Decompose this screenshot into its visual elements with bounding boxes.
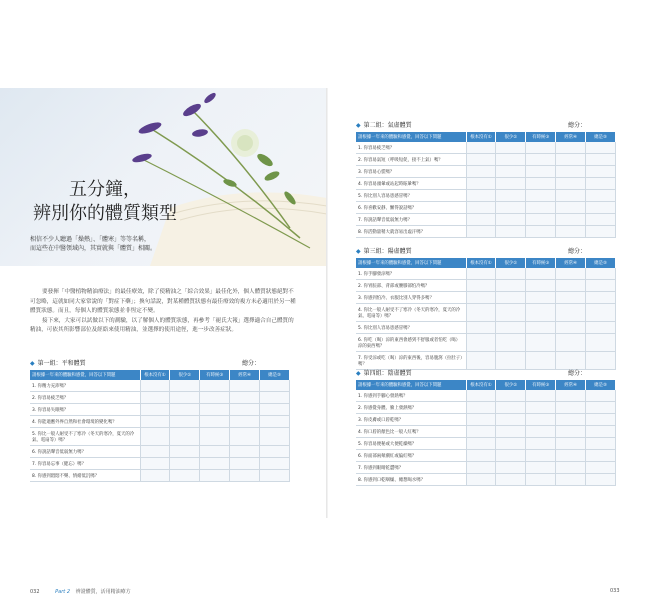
hero-title — [30, 178, 180, 226]
answer-cell[interactable] — [200, 404, 230, 416]
answer-cell[interactable] — [556, 226, 586, 238]
answer-cell[interactable] — [526, 268, 556, 280]
answer-cell[interactable] — [526, 154, 556, 166]
table-row — [30, 428, 290, 446]
table-header-row — [356, 380, 616, 390]
diamond-icon: ◆ — [30, 360, 35, 367]
quiz-header — [356, 120, 616, 132]
answer-cell[interactable] — [586, 190, 616, 202]
answer-cell[interactable] — [200, 446, 230, 458]
answer-cell[interactable] — [496, 280, 526, 292]
answer-cell[interactable] — [556, 304, 586, 322]
answer-cell[interactable] — [586, 390, 616, 402]
answer-cell[interactable] — [586, 462, 616, 474]
table-row — [356, 178, 616, 190]
table-row — [356, 142, 616, 154]
table-header-row — [356, 132, 616, 142]
answer-cell[interactable] — [496, 426, 526, 438]
column-header-option: 很少② — [496, 380, 526, 390]
answer-cell[interactable] — [586, 474, 616, 486]
table-row — [356, 352, 616, 370]
answer-cell[interactable] — [466, 304, 496, 322]
answer-cell[interactable] — [466, 178, 496, 190]
answer-cell[interactable] — [526, 226, 556, 238]
table-row — [356, 304, 616, 322]
answer-cell[interactable] — [556, 438, 586, 450]
column-header-option: 總是⑤ — [586, 132, 616, 142]
table-row — [356, 334, 616, 352]
answer-cell[interactable] — [496, 178, 526, 190]
answer-cell[interactable] — [496, 292, 526, 304]
table-row — [356, 166, 616, 178]
question-cell: 5. 你容易便秘或大便乾燥嗎？ — [356, 438, 466, 450]
question-cell: 2. 你容易疲乏嗎？ — [30, 392, 140, 404]
answer-cell[interactable] — [586, 402, 616, 414]
answer-cell[interactable] — [526, 414, 556, 426]
quiz-title: 第一組：平和體質 — [37, 360, 86, 367]
answer-cell[interactable] — [556, 166, 586, 178]
question-cell: 2. 你胃脘部、背部或腰膝部怕冷嗎？ — [356, 280, 466, 292]
column-header-option: 經常④ — [556, 258, 586, 268]
table-header-row — [30, 370, 290, 380]
table-row — [356, 268, 616, 280]
answer-cell[interactable] — [496, 304, 526, 322]
page-number-right: 033 — [610, 588, 620, 594]
table-row — [356, 462, 616, 474]
column-header-option: 根本沒有① — [466, 258, 496, 268]
answer-cell[interactable] — [556, 178, 586, 190]
answer-cell[interactable] — [230, 404, 260, 416]
section-label: 辨證體質，活用精油療方 — [75, 589, 131, 595]
answer-cell[interactable] — [496, 352, 526, 370]
quiz-title: 第四組：陰虛體質 — [363, 370, 412, 377]
answer-cell[interactable] — [466, 190, 496, 202]
table-row — [356, 474, 616, 486]
answer-cell[interactable] — [556, 474, 586, 486]
answer-cell[interactable] — [466, 142, 496, 154]
hero-photo — [0, 88, 327, 266]
question-cell: 4. 你能適應外界自然和社會環境的變化嗎？ — [30, 416, 140, 428]
answer-cell[interactable] — [170, 470, 200, 482]
answer-cell[interactable] — [260, 458, 290, 470]
column-header-option: 總是⑤ — [260, 370, 290, 380]
answer-cell[interactable] — [526, 352, 556, 370]
hero-title-line1: 五分鐘， — [69, 179, 141, 200]
answer-cell[interactable] — [556, 154, 586, 166]
question-cell: 3. 你感到怕冷、衣服比別人穿得多嗎？ — [356, 292, 466, 304]
question-cell: 3. 你容易失眠嗎？ — [30, 404, 140, 416]
answer-cell[interactable] — [230, 416, 260, 428]
answer-cell[interactable] — [586, 178, 616, 190]
answer-cell[interactable] — [526, 280, 556, 292]
answer-cell[interactable] — [140, 392, 170, 404]
right-page — [328, 88, 655, 594]
quiz-table — [356, 258, 616, 370]
question-cell: 4. 你口唇的顏色比一般人紅嗎？ — [356, 426, 466, 438]
answer-cell[interactable] — [140, 458, 170, 470]
question-cell: 2. 你感覺身體、臉上發熱嗎？ — [356, 402, 466, 414]
column-header-option: 有時候③ — [200, 370, 230, 380]
question-cell: 8. 你感到悶悶不樂、情緒低沉嗎？ — [30, 470, 140, 482]
question-cell: 4. 你容易頭暈或站起時眩暈嗎？ — [356, 178, 466, 190]
column-header-option: 很少② — [496, 132, 526, 142]
column-header-question: 請根據一年來的體驗和感覺，回答以下問題 — [356, 132, 466, 142]
score-label: 總分： — [567, 122, 586, 129]
answer-cell[interactable] — [556, 202, 586, 214]
answer-cell[interactable] — [526, 214, 556, 226]
answer-cell[interactable] — [230, 392, 260, 404]
answer-cell[interactable] — [466, 226, 496, 238]
answer-cell[interactable] — [556, 334, 586, 352]
answer-cell[interactable] — [260, 470, 290, 482]
answer-cell[interactable] — [496, 474, 526, 486]
answer-cell[interactable] — [466, 450, 496, 462]
column-header-option: 經常④ — [230, 370, 260, 380]
quiz-group-1 — [30, 358, 290, 482]
answer-cell[interactable] — [526, 178, 556, 190]
intro-text — [30, 288, 298, 336]
column-header-option: 根本沒有① — [466, 132, 496, 142]
answer-cell[interactable] — [496, 142, 526, 154]
table-row — [356, 390, 616, 402]
quiz-table — [356, 132, 616, 238]
quiz-table — [30, 370, 290, 482]
quiz-title: 第三組：陽虛體質 — [363, 248, 412, 255]
question-cell: 5. 你比別人容易患感冒嗎？ — [356, 322, 466, 334]
answer-cell[interactable] — [170, 446, 200, 458]
score-label: 總分： — [567, 248, 586, 255]
answer-cell[interactable] — [526, 304, 556, 322]
answer-cell[interactable] — [496, 402, 526, 414]
answer-cell[interactable] — [526, 402, 556, 414]
answer-cell[interactable] — [556, 352, 586, 370]
table-header-row — [356, 258, 616, 268]
part-label: Part 2 — [55, 589, 71, 595]
answer-cell[interactable] — [526, 190, 556, 202]
answer-cell[interactable] — [466, 292, 496, 304]
table-row — [356, 438, 616, 450]
column-header-option: 有時候③ — [526, 380, 556, 390]
answer-cell[interactable] — [200, 416, 230, 428]
table-row — [356, 450, 616, 462]
column-header-option: 經常④ — [556, 132, 586, 142]
page-number-left: 032 — [30, 589, 40, 595]
answer-cell[interactable] — [526, 334, 556, 352]
answer-cell[interactable] — [466, 462, 496, 474]
question-cell: 6. 你說話聲音低弱無力嗎？ — [30, 446, 140, 458]
table-row — [356, 202, 616, 214]
question-cell: 1. 你容易疲乏嗎？ — [356, 142, 466, 154]
answer-cell[interactable] — [586, 226, 616, 238]
hero-subtitle — [30, 235, 200, 253]
table-row — [356, 214, 616, 226]
answer-cell[interactable] — [200, 428, 230, 446]
answer-cell[interactable] — [526, 450, 556, 462]
answer-cell[interactable] — [466, 214, 496, 226]
answer-cell[interactable] — [586, 154, 616, 166]
hero-title-line2: 辨別你的體質類型 — [33, 203, 177, 224]
answer-cell[interactable] — [230, 446, 260, 458]
answer-cell[interactable] — [586, 450, 616, 462]
column-header-question: 請根據一年來的體驗和感覺，回答以下問題 — [356, 258, 466, 268]
hero-subtitle-line2: 而這些在中醫領域內，其實就與「體質」相關。 — [30, 245, 157, 252]
question-cell: 3. 你皮膚或口唇乾嗎？ — [356, 414, 466, 426]
answer-cell[interactable] — [466, 322, 496, 334]
question-cell: 6. 你面部兩頰潮紅或偏紅嗎？ — [356, 450, 466, 462]
score-label: 總分： — [567, 370, 586, 377]
quiz-header — [356, 246, 616, 258]
answer-cell[interactable] — [586, 142, 616, 154]
column-header-option: 根本沒有① — [466, 380, 496, 390]
question-cell: 6. 你喜歡安靜、懶得說話嗎？ — [356, 202, 466, 214]
table-row — [356, 414, 616, 426]
answer-cell[interactable] — [496, 450, 526, 462]
answer-cell[interactable] — [230, 458, 260, 470]
answer-cell[interactable] — [466, 438, 496, 450]
answer-cell[interactable] — [200, 458, 230, 470]
answer-cell[interactable] — [586, 426, 616, 438]
table-row — [356, 402, 616, 414]
answer-cell[interactable] — [170, 392, 200, 404]
quiz-group-2 — [356, 120, 616, 238]
question-cell: 5. 你比別人容易患感冒嗎？ — [356, 190, 466, 202]
answer-cell[interactable] — [526, 292, 556, 304]
answer-cell[interactable] — [466, 426, 496, 438]
column-header-option: 有時候③ — [526, 132, 556, 142]
answer-cell[interactable] — [586, 414, 616, 426]
answer-cell[interactable] — [556, 214, 586, 226]
question-cell: 2. 你容易氣短（呼吸短促，接不上氣）嗎？ — [356, 154, 466, 166]
question-cell: 7. 你說話聲音低弱無力嗎？ — [356, 214, 466, 226]
answer-cell[interactable] — [140, 470, 170, 482]
answer-cell[interactable] — [586, 438, 616, 450]
question-cell: 3. 你容易心慌嗎？ — [356, 166, 466, 178]
quiz-header — [30, 358, 290, 370]
answer-cell[interactable] — [586, 166, 616, 178]
answer-cell[interactable] — [496, 190, 526, 202]
table-row — [30, 416, 290, 428]
answer-cell[interactable] — [260, 416, 290, 428]
answer-cell[interactable] — [586, 268, 616, 280]
answer-cell[interactable] — [496, 166, 526, 178]
quiz-group-3 — [356, 246, 616, 370]
answer-cell[interactable] — [586, 292, 616, 304]
table-row — [356, 292, 616, 304]
diamond-icon: ◆ — [356, 248, 361, 255]
question-cell: 7. 你感到眼睛乾澀嗎？ — [356, 462, 466, 474]
question-cell: 8. 你感到口乾咽燥、總想喝水嗎？ — [356, 474, 466, 486]
footer-left — [30, 588, 131, 595]
answer-cell[interactable] — [526, 390, 556, 402]
answer-cell[interactable] — [466, 334, 496, 352]
question-cell: 7. 你容易忘事（健忘）嗎？ — [30, 458, 140, 470]
question-cell: 4. 你比一般人耐受不了寒冷（冬天的寒冷，夏天的冷氣、電扇等）嗎？ — [356, 304, 466, 322]
answer-cell[interactable] — [466, 166, 496, 178]
column-header-option: 根本沒有① — [140, 370, 170, 380]
answer-cell[interactable] — [556, 322, 586, 334]
answer-cell[interactable] — [526, 462, 556, 474]
answer-cell[interactable] — [496, 438, 526, 450]
answer-cell[interactable] — [556, 280, 586, 292]
table-row — [356, 322, 616, 334]
answer-cell[interactable] — [230, 380, 260, 392]
column-header-option: 很少② — [496, 258, 526, 268]
answer-cell[interactable] — [556, 450, 586, 462]
answer-cell[interactable] — [466, 352, 496, 370]
answer-cell[interactable] — [586, 352, 616, 370]
quiz-group-4 — [356, 368, 616, 486]
answer-cell[interactable] — [556, 390, 586, 402]
answer-cell[interactable] — [556, 190, 586, 202]
answer-cell[interactable] — [556, 402, 586, 414]
answer-cell[interactable] — [556, 292, 586, 304]
answer-cell[interactable] — [466, 390, 496, 402]
question-cell: 5. 你比一般人耐受不了寒冷（冬天的寒冷，夏天的冷氣、電扇等）嗎？ — [30, 428, 140, 446]
answer-cell[interactable] — [200, 470, 230, 482]
answer-cell[interactable] — [466, 280, 496, 292]
answer-cell[interactable] — [496, 226, 526, 238]
answer-cell[interactable] — [526, 202, 556, 214]
diamond-icon: ◆ — [356, 370, 361, 377]
column-header-option: 有時候③ — [526, 258, 556, 268]
answer-cell[interactable] — [586, 304, 616, 322]
table-row — [356, 154, 616, 166]
answer-cell[interactable] — [586, 280, 616, 292]
table-row — [356, 426, 616, 438]
intro-paragraph-1: 要發揮「中醫植物精油療法」的最佳療效，除了使精油之「綜合效果」最佳化外，個人體質狀態絕對不可忽略，這就如同大家常說的「對症下藥」；換句話說，對某種體質狀態有最佳療效的複方未必適用於另一種體質狀態。而且，每個人的體質狀態並非恆定不變。 — [30, 289, 296, 314]
answer-cell[interactable] — [170, 458, 200, 470]
diamond-icon: ◆ — [356, 122, 361, 129]
answer-cell[interactable] — [466, 474, 496, 486]
answer-cell[interactable] — [140, 428, 170, 446]
answer-cell[interactable] — [556, 142, 586, 154]
table-row — [30, 380, 290, 392]
answer-cell[interactable] — [170, 380, 200, 392]
table-row — [30, 404, 290, 416]
answer-cell[interactable] — [140, 416, 170, 428]
answer-cell[interactable] — [230, 428, 260, 446]
answer-cell[interactable] — [260, 428, 290, 446]
answer-cell[interactable] — [586, 214, 616, 226]
answer-cell[interactable] — [140, 380, 170, 392]
table-row — [356, 226, 616, 238]
hero-subtitle-line1: 相信不少人聽過「燥熱」、「體寒」等等名稱， — [30, 236, 151, 243]
answer-cell[interactable] — [496, 154, 526, 166]
answer-cell[interactable] — [170, 404, 200, 416]
answer-cell[interactable] — [496, 390, 526, 402]
answer-cell[interactable] — [496, 462, 526, 474]
answer-cell[interactable] — [556, 462, 586, 474]
question-cell: 1. 你精力充沛嗎？ — [30, 380, 140, 392]
answer-cell[interactable] — [200, 380, 230, 392]
answer-cell[interactable] — [466, 154, 496, 166]
column-header-option: 很少② — [170, 370, 200, 380]
intro-paragraph-2: 接下來，大家可以試做以下的測驗，以了解個人的體質狀態，再參考「褪氏大報」選擇適合自己體質的精油，可依其所影響部位及經絡來使用精油，並選擇的使用途徑，進一步改善症狀。 — [30, 317, 294, 333]
answer-cell[interactable] — [170, 416, 200, 428]
answer-cell[interactable] — [260, 380, 290, 392]
answer-cell[interactable] — [170, 428, 200, 446]
answer-cell[interactable] — [140, 404, 170, 416]
answer-cell[interactable] — [496, 202, 526, 214]
table-row — [356, 280, 616, 292]
column-header-question: 請根據一年來的體驗和感覺，回答以下問題 — [356, 380, 466, 390]
column-header-question: 請根據一年來的體驗和感覺，回答以下問題 — [30, 370, 140, 380]
answer-cell[interactable] — [260, 446, 290, 458]
question-cell: 6. 你吃（喝）涼的東西會感到不舒服或者怕吃（喝）涼的東西嗎？ — [356, 334, 466, 352]
answer-cell[interactable] — [586, 202, 616, 214]
table-row — [30, 470, 290, 482]
table-row — [30, 458, 290, 470]
question-cell: 1. 你手腳發涼嗎？ — [356, 268, 466, 280]
answer-cell[interactable] — [466, 202, 496, 214]
column-header-option: 經常④ — [556, 380, 586, 390]
quiz-title: 第二組：氣虛體質 — [363, 122, 412, 129]
answer-cell[interactable] — [526, 426, 556, 438]
score-label: 總分： — [241, 360, 260, 367]
answer-cell[interactable] — [586, 322, 616, 334]
answer-cell[interactable] — [260, 404, 290, 416]
answer-cell[interactable] — [556, 426, 586, 438]
quiz-table — [356, 380, 616, 486]
answer-cell[interactable] — [496, 322, 526, 334]
answer-cell[interactable] — [230, 470, 260, 482]
table-row — [356, 190, 616, 202]
answer-cell[interactable] — [526, 474, 556, 486]
answer-cell[interactable] — [496, 334, 526, 352]
table-row — [30, 446, 290, 458]
answer-cell[interactable] — [526, 438, 556, 450]
answer-cell[interactable] — [466, 414, 496, 426]
column-header-option: 總是⑤ — [586, 258, 616, 268]
answer-cell[interactable] — [140, 446, 170, 458]
answer-cell[interactable] — [466, 268, 496, 280]
answer-cell[interactable] — [496, 414, 526, 426]
quiz-header — [356, 368, 616, 380]
answer-cell[interactable] — [260, 392, 290, 404]
answer-cell[interactable] — [586, 334, 616, 352]
answer-cell[interactable] — [200, 392, 230, 404]
answer-cell[interactable] — [526, 322, 556, 334]
answer-cell[interactable] — [496, 268, 526, 280]
column-header-option: 總是⑤ — [586, 380, 616, 390]
table-row — [30, 392, 290, 404]
answer-cell[interactable] — [526, 166, 556, 178]
answer-cell[interactable] — [526, 142, 556, 154]
answer-cell[interactable] — [556, 268, 586, 280]
left-page — [0, 88, 327, 595]
answer-cell[interactable] — [466, 402, 496, 414]
question-cell: 8. 你活動量稍大就容易出虛汗嗎？ — [356, 226, 466, 238]
question-cell: 1. 你感到手腳心發熱嗎？ — [356, 390, 466, 402]
answer-cell[interactable] — [556, 414, 586, 426]
question-cell: 7. 你受涼或吃（喝）涼的東西後，容易腹瀉（拉肚子）嗎？ — [356, 352, 466, 370]
answer-cell[interactable] — [496, 214, 526, 226]
